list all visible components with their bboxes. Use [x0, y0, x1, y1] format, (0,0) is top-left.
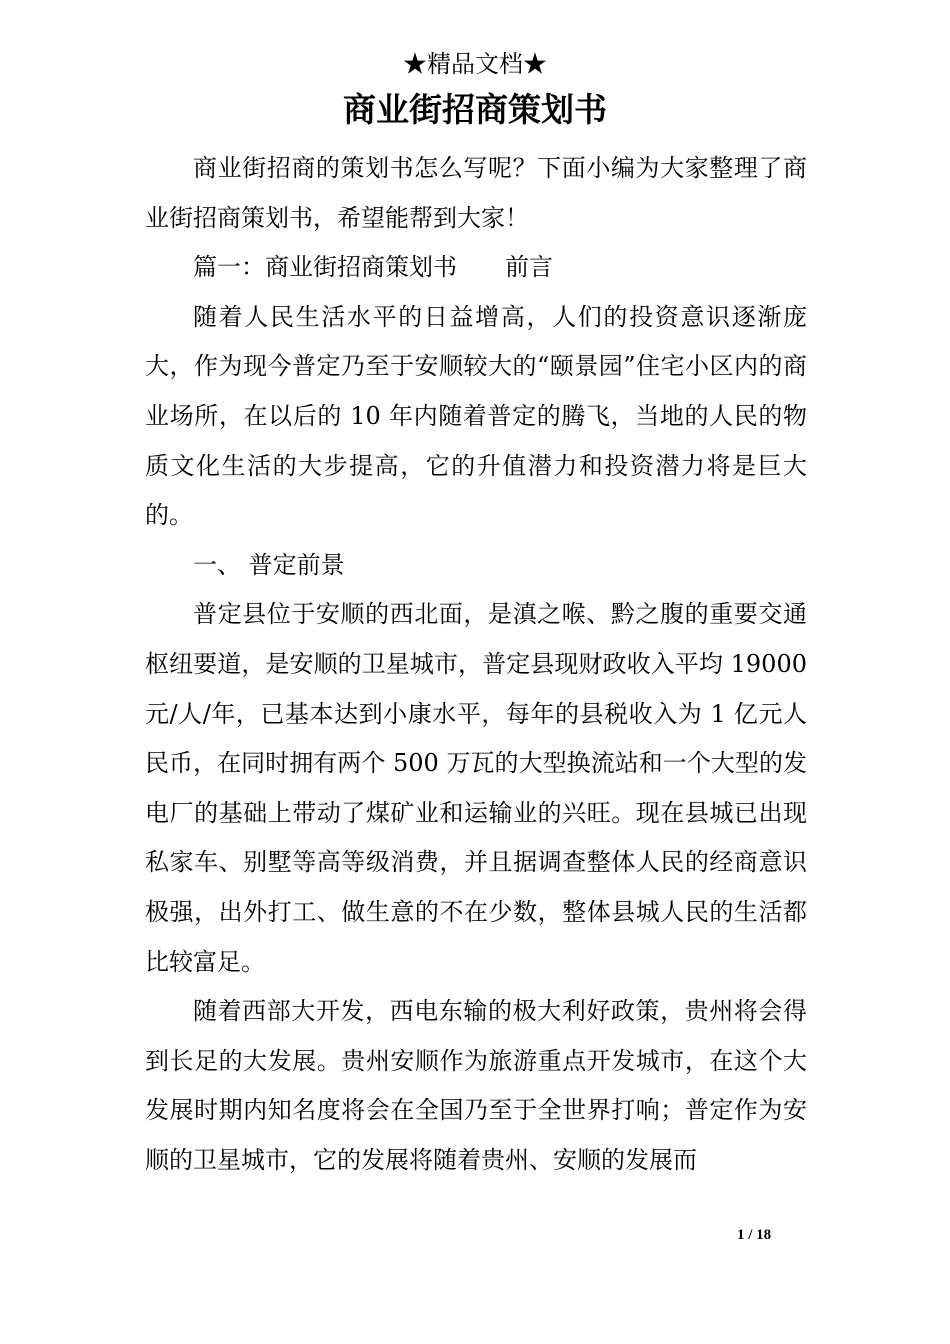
document-title: 商业街招商策划书	[343, 90, 607, 129]
body-paragraph-2: 普定县位于安顺的西北面，是滇之喉、黔之腹的重要交通枢纽要道，是安顺的卫星城市，普定县现财政收入平均 19000 元/人/年，已基本达到小康水平，每年的县税收入为 1 亿元人民币，在同时拥有两个 500 万瓦的大型换流站和一个大型的发电厂的基础上带动了煤矿业和运输业的兴旺。现在县城已出现私家车、别墅等高等级消费，并且据调查整体人民的经商意识极强，出外打工、做生意的不在少数，整体县城人民的生活都比较富足。	[145, 600, 807, 976]
section-heading: 篇一：商业街招商策划书 前言	[193, 253, 553, 282]
document-header-label: ★精品文档★	[403, 50, 547, 78]
subheading-1: 一、 普定前景	[193, 550, 345, 579]
document-body	[145, 144, 807, 1185]
page-number: 1 / 18	[737, 1227, 772, 1243]
body-paragraph-1: 随着人民生活水平的日益增高，人们的投资意识逐渐庞大，作为现今普定乃至于安顺较大的“颐景园”住宅小区内的商业场所，在以后的 10 年内随着普定的腾飞，当地的人民的物质文化生活的大步提高，它的升值潜力和投资潜力将是巨大的。	[145, 302, 807, 530]
intro-paragraph: 商业街招商的策划书怎么写呢？下面小编为大家整理了商业街招商策划书，希望能帮到大家！	[145, 154, 807, 232]
body-paragraph-3: 随着西部大开发，西电东输的极大利好政策，贵州将会得到长足的大发展。贵州安顺作为旅游重点开发城市，在这个大发展时期内知名度将会在全国乃至于全世界打响；普定作为安顺的卫星城市，它的发展将随着贵州、安顺的发展而	[145, 997, 807, 1174]
